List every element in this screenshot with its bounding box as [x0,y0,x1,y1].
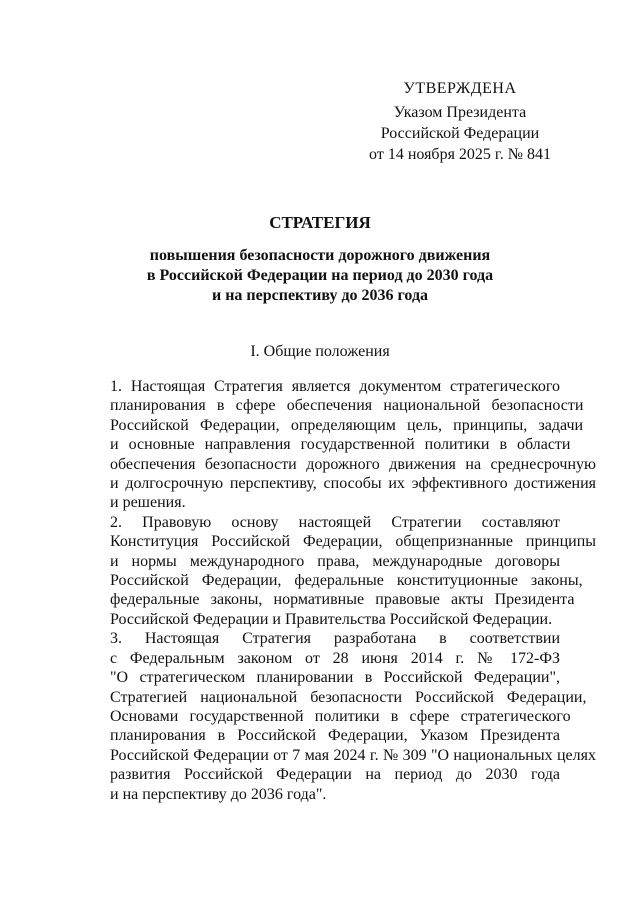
paragraph-line: "О стратегическом планировании в Российской Федерации", [110,669,560,687]
document-body [74,377,596,804]
paragraph-3 [74,629,596,804]
paragraph-line: Основами государственной политики в сфере стратегического [110,707,571,725]
paragraph-line: 1. Настоящая Стратегия является документом стратегического [110,378,560,395]
approval-date-line: от 14 ноября 2025 г. № 841 [369,146,551,163]
approval-heading: УТВЕРЖДЕНА [403,80,517,97]
paragraph-line: обеспечения безопасности дорожного движения на среднесрочную [110,455,596,473]
document-subtitle-line-3: и на перспективу до 2036 года [211,287,429,304]
paragraph-line: 2. Правовую основу настоящей Стратегии составляют [110,513,560,531]
paragraph-line: планирования в Российской Федерации, Указом Президента [110,727,560,745]
paragraph-line: 3. Настоящая Стратегия разработана в соответствии [110,630,560,648]
paragraph-line: и решения. [110,494,186,512]
document-subtitle-line-2: в Российской Федерации на период до 2030 года [146,267,494,284]
paragraph-line: и основные направления государственной политики в области [110,436,571,454]
paragraph-1 [74,377,596,513]
paragraph-2 [74,513,596,629]
paragraph-line: и на перспективу до 2036 года". [110,785,327,803]
paragraph-line: Российской Федерации, определяющим цель, принципы, задачи [110,416,584,434]
document-title: СТРАТЕГИЯ [269,213,371,232]
paragraph-line: Российской Федерации от 7 мая 2024 г. № 309 "О национальных целях [110,746,596,764]
paragraph-line: планирования в сфере обеспечения национальной безопасности [110,397,584,415]
paragraph-line: Стратегией национальной безопасности Российской Федерации, [110,688,587,706]
paragraph-line: Российской Федерации, федеральные конституционные законы, [110,572,583,590]
approval-stamp [340,78,580,165]
document-title-block [60,212,580,306]
paragraph-line: развития Российской Федерации на период до 2030 года [110,766,560,784]
approval-decree-line: Указом Президента [393,104,527,121]
section-heading: I. Общие положения [250,343,390,360]
paragraph-line: и долгосрочную перспективу, способы их эффективного достижения [110,475,596,493]
paragraph-line: Российской Федерации и Правительства Российской Федерации. [110,610,553,628]
paragraph-line: с Федеральным законом от 28 июня 2014 г. № 172-ФЗ [110,649,560,667]
document-subtitle-line-1: повышения безопасности дорожного движения [149,247,491,264]
paragraph-line: Конституция Российской Федерации, общепризнанные принципы [110,533,596,551]
approval-country-line: Российской Федерации [380,125,540,142]
paragraph-line: и нормы международного права, международные договоры [110,552,560,570]
paragraph-line: федеральные законы, нормативные правовые акты Президента [110,591,575,609]
